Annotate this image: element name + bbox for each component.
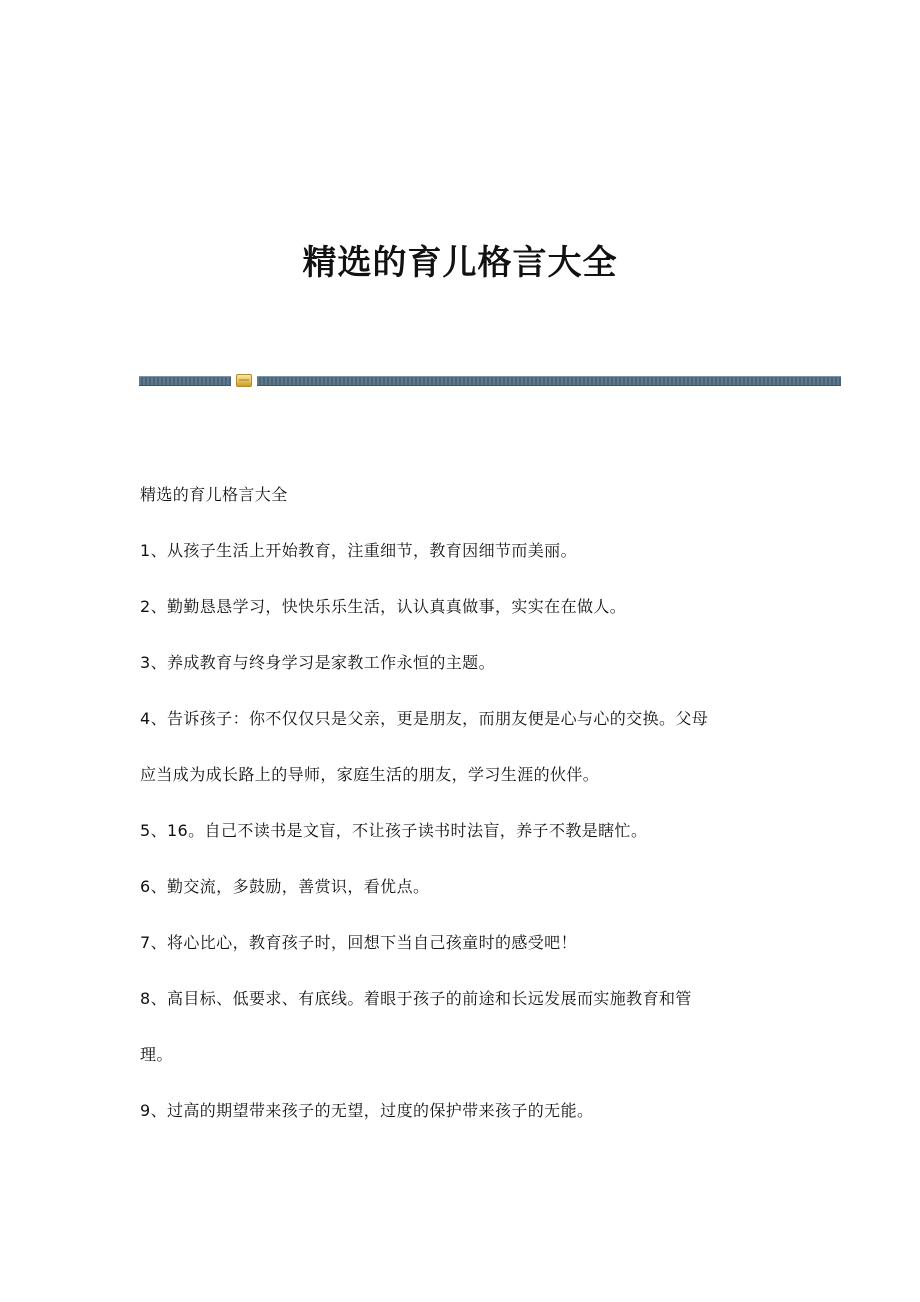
divider-bar-right [257,376,841,386]
body-line-8b: 理。 [140,1045,173,1064]
body-line-4a: 4、告诉孩子：你不仅仅只是父亲，更是朋友，而朋友便是心与心的交换。父母 [140,709,709,728]
body-line-2: 2、勤勤恳恳学习，快快乐乐生活，认认真真做事，实实在在做人。 [140,597,627,616]
body-line-6: 6、勤交流，多鼓励，善赏识，看优点。 [140,877,430,896]
document-title: 精选的育儿格言大全 [302,242,618,283]
body-line-3: 3、养成教育与终身学习是家教工作永恒的主题。 [140,653,495,672]
body-heading: 精选的育儿格言大全 [140,485,288,504]
body-line-5: 5、16。自己不读书是文盲，不让孩子读书时法盲，养子不教是瞎忙。 [140,821,648,840]
body-line-8a: 8、高目标、低要求、有底线。着眼于孩子的前途和长远发展而实施教育和管 [140,989,692,1008]
document-body [140,467,790,1139]
divider-bar-left [139,376,231,386]
body-line-9: 9、过高的期望带来孩子的无望，过度的保护带来孩子的无能。 [140,1101,594,1120]
body-line-7: 7、将心比心，教育孩子时，回想下当自己孩童时的感受吧！ [140,933,577,952]
divider-ornament-icon [236,374,252,387]
body-line-4b: 应当成为成长路上的导师，家庭生活的朋友，学习生涯的伙伴。 [140,765,600,784]
title-divider [139,372,841,386]
body-line-1: 1、从孩子生活上开始教育，注重细节，教育因细节而美丽。 [140,541,577,560]
